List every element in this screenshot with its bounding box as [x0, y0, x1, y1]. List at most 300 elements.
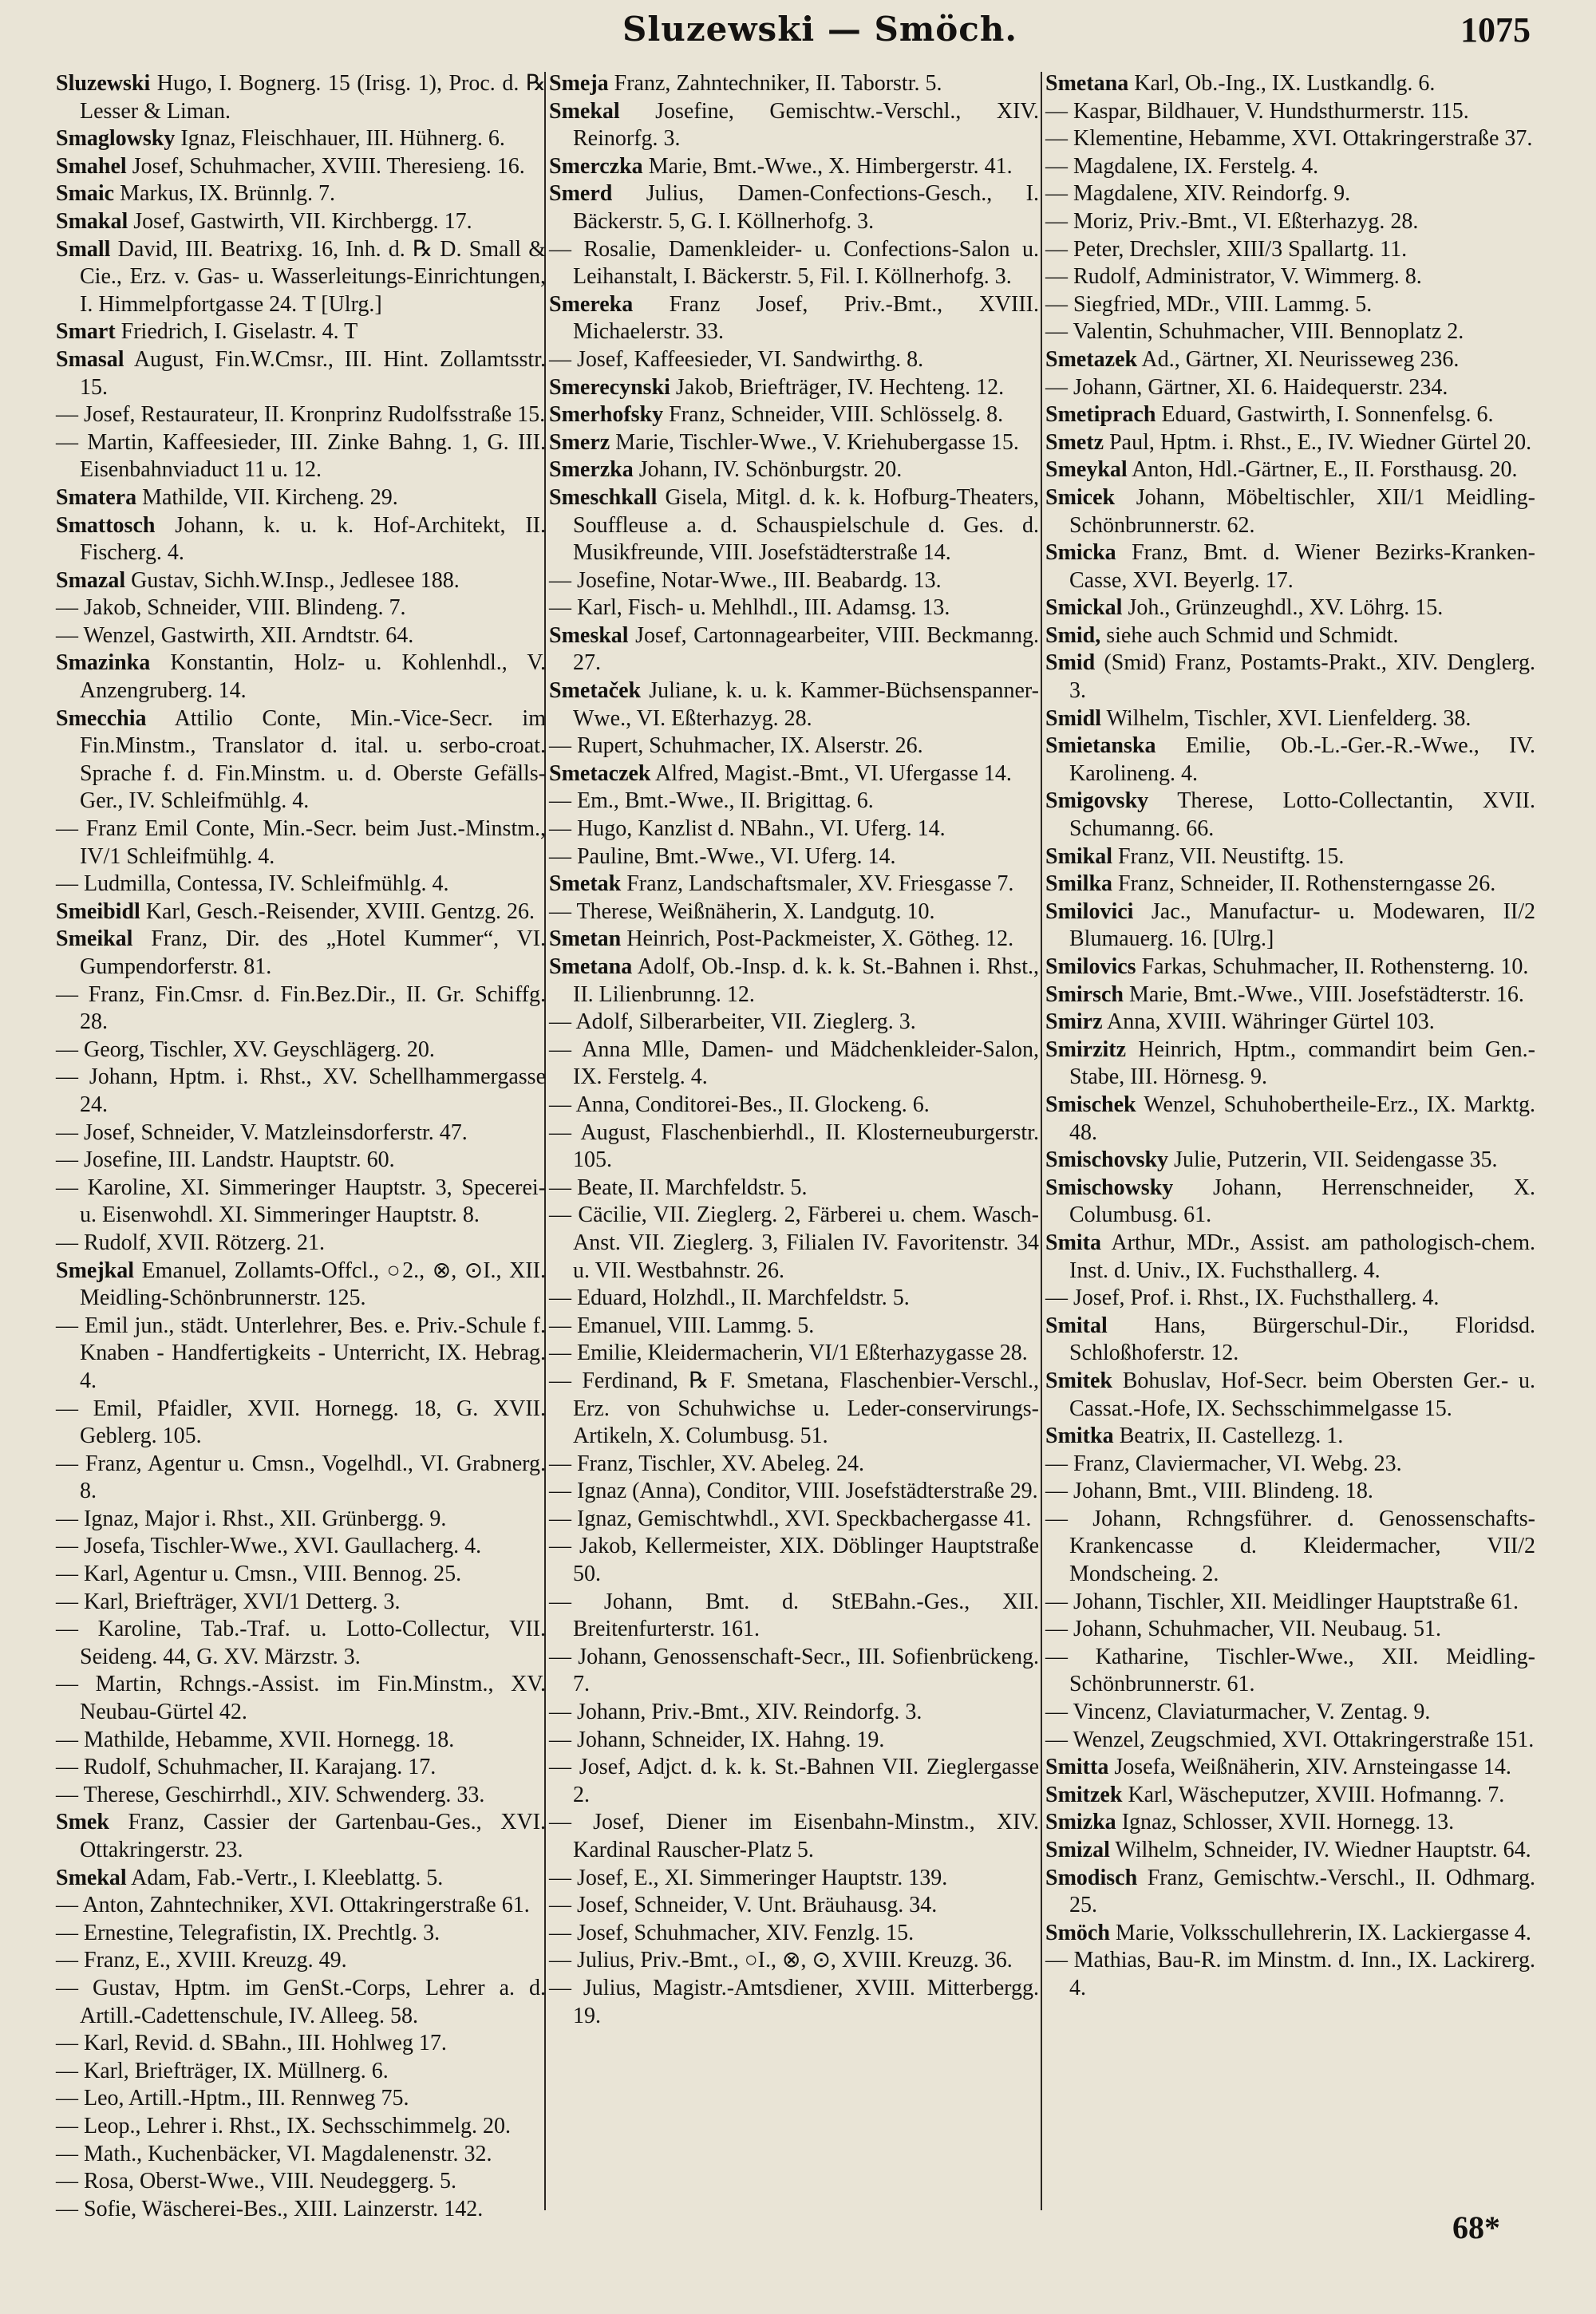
entry-surname: Smidl [1045, 705, 1102, 731]
entry-details: Franz, Landschaftsmaler, XV. Friesgasse 7. [626, 871, 1014, 897]
entry-details: Franz Josef, Priv.-Bmt., XVIII. Michaelerstr. 33. [573, 291, 1039, 345]
directory-entry [549, 180, 1039, 235]
entry-details: — Josef, Adjct. d. k. k. St.-Bahnen VII. Zieglergasse 2. [549, 1755, 1039, 1807]
entry-details: Emilie, Ob.-L.-Ger.-R.-Wwe., IV. Karolineng. 4. [1069, 733, 1536, 786]
entry-details: — Karoline, Tab.-Traf. u. Lotto-Collectur, VII. Seideng. 44, G. XV. Märzstr. 3. [56, 1617, 546, 1669]
entry-surname: Smitzek [1045, 1782, 1123, 1807]
entry-details: — Wenzel, Gastwirth, XII. Arndtstr. 64. [56, 622, 414, 648]
entry-details: — Franz, Tischler, XV. Abeleg. 24. [549, 1451, 865, 1476]
directory-entry [1045, 236, 1535, 264]
directory-entry [549, 1947, 1039, 1975]
directory-entry [56, 1451, 546, 1506]
directory-entry [56, 926, 546, 981]
directory-entry [549, 484, 1039, 567]
directory-entry [1045, 318, 1535, 346]
entry-surname: Smitta [1045, 1755, 1109, 1780]
entry-details: — Ignaz (Anna), Conditor, VIII. Josefstädterstraße 29. [549, 1479, 1038, 1504]
directory-entry [56, 318, 546, 346]
column-rule [1041, 72, 1042, 2210]
entry-details: — Johann, Bmt., VIII. Blindeng. 18. [1045, 1479, 1373, 1504]
entry-details: Eduard, Gastwirth, I. Sonnenfelsg. 6. [1161, 402, 1494, 428]
entry-surname: Smodisch [1045, 1865, 1138, 1890]
directory-entry [549, 954, 1039, 1009]
entry-details: — Magdalene, IX. Ferstelg. 4. [1045, 153, 1319, 179]
entry-surname: Smasal [56, 346, 124, 372]
entry-details: Friedrich, I. Giselastr. 4. T [120, 319, 358, 345]
entry-details: — Julius, Magistr.-Amtsdiener, XVIII. Mitterbergg. 19. [549, 1975, 1039, 2028]
directory-entry [1045, 1644, 1535, 1699]
directory-entry [56, 1727, 546, 1755]
entry-details: — Wenzel, Zeugschmied, XVI. Ottakringerstraße 151. [1045, 1727, 1535, 1752]
directory-entry [1045, 263, 1535, 291]
entry-surname: Smekal [549, 98, 620, 124]
entry-details: — Rudolf, XVII. Rötzerg. 21. [56, 1230, 325, 1255]
entry-surname: Smicka [1045, 540, 1116, 566]
entry-details: siehe auch Schmid und Schmidt. [1106, 622, 1399, 648]
entry-details: — Georg, Tischler, XV. Geyschlägerg. 20. [56, 1037, 435, 1062]
entry-surname: Smerzka [549, 457, 634, 483]
entry-details: Johann, k. u. k. Hof-Architekt, II. Fischerg. 4. [80, 512, 546, 566]
entry-details: David, III. Beatrixg. 16, Inh. d. ℞ D. Small & Cie., Erz. v. Gas- u. Wasserleitungs-Einrichtungen, I. Himmelpfortgasse 24. T [Ulrg.] [80, 236, 547, 317]
directory-entry [1045, 1754, 1535, 1782]
directory-entry [1045, 1782, 1535, 1810]
entry-details: Hans, Bürgerschul-Dir., Floridsd. Schloßhoferstr. 12. [1069, 1313, 1535, 1366]
directory-entry [549, 815, 1039, 843]
directory-entry [549, 898, 1039, 926]
entry-details: — Ernestine, Telegrafistin, IX. Prechtlg. 3. [56, 1920, 440, 1945]
directory-entry [1045, 1478, 1535, 1506]
entry-details: Jac., Manufactur- u. Modewaren, II/2 Blumauerg. 16. [Ulrg.] [1069, 898, 1535, 952]
entry-details: — Josef, Schneider, V. Matzleinsdorferstr. 47. [56, 1119, 468, 1145]
directory-entry [549, 1009, 1039, 1037]
entry-surname: Smirz [1045, 1009, 1103, 1035]
directory-entry [549, 1727, 1039, 1755]
entry-details: Julius, Damen-Confections-Gesch., I. Bäckerstr. 5, G. I. Köllnerhofg. 3. [573, 181, 1039, 234]
entry-surname: Smirzitz [1045, 1037, 1127, 1062]
entry-details: — Rosa, Oberst-Wwe., VIII. Neudeggerg. 5. [56, 2169, 457, 2194]
entry-surname: Smöch [1045, 1920, 1110, 1945]
entry-details: Jakob, Briefträger, IV. Hechteng. 12. [675, 374, 1005, 400]
directory-entry [549, 1589, 1039, 1644]
directory-entry [56, 484, 546, 512]
entry-details: — Martin, Rchngs.-Assist. im Fin.Minstm., XV. Neubau-Gürtel 42. [56, 1672, 546, 1725]
entry-details: August, Fin.W.Cmsr., III. Hint. Zollamtsstr. 15. [80, 346, 546, 400]
entry-details: — Johann, Priv.-Bmt., XIV. Reindorfg. 3. [549, 1700, 922, 1725]
directory-column-2 [549, 70, 1039, 2030]
directory-entry [549, 594, 1039, 622]
entry-surname: Smischowsky [1045, 1175, 1174, 1200]
entry-details: — Karoline, XI. Simmeringer Hauptstr. 3, Specerei- u. Eisenwohdl. XI. Simmeringer Hauptstr. 8. [56, 1175, 546, 1228]
directory-entry [1045, 208, 1535, 236]
entry-details: Wenzel, Schuhobertheile-Erz., IX. Marktg. 48. [1069, 1092, 1535, 1145]
entry-details: — Johann, Tischler, XII. Meidlinger Hauptstraße 61. [1045, 1589, 1519, 1614]
directory-entry [56, 567, 546, 595]
directory-entry [549, 456, 1039, 484]
entry-surname: Smetz [1045, 429, 1104, 455]
entry-details: — Johann, Schuhmacher, VII. Neubaug. 51. [1045, 1617, 1442, 1642]
entry-surname: Sluzewski [56, 71, 151, 96]
entry-surname: Smecchia [56, 705, 147, 731]
entry-details: Bohuslav, Hof-Secr. beim Obersten Ger.- u. Cassat.-Hofe, IX. Sechsschimmelgasse 15. [1069, 1368, 1536, 1421]
entry-details: Johann, Möbeltischler, XII/1 Meidling-Schönbrunnerstr. 62. [1069, 484, 1536, 538]
directory-entry [56, 1809, 546, 1864]
entry-surname: Smerd [549, 181, 613, 207]
entry-details: Heinrich, Post-Packmeister, X. Götheg. 12. [626, 926, 1014, 952]
directory-entry [56, 2030, 546, 2058]
entry-surname: Smerczka [549, 153, 643, 179]
entry-details: — Ludmilla, Contessa, IV. Schleifmühlg. 4. [56, 871, 449, 897]
directory-entry [549, 733, 1039, 760]
entry-details: — Johann, Gärtner, XI. 6. Haidequerstr. 234. [1045, 374, 1448, 400]
entry-details: — Josef, E., XI. Simmeringer Hauptstr. 139. [549, 1865, 948, 1890]
entry-details: — Emil jun., städt. Unterlehrer, Bes. e. Priv.-Schule f. Knaben - Handfertigkeits - Unterricht, IX. Hebrag. 4. [56, 1313, 546, 1393]
entry-surname: Smetaczek [549, 760, 651, 786]
directory-entry [1045, 1009, 1535, 1037]
entry-details: Hugo, I. Bognerg. 15 (Irisg. 1), Proc. d. ℞ Lesser & Liman. [80, 71, 546, 124]
entry-details: Gustav, Sichh.W.Insp., Jedlesee 188. [131, 567, 460, 593]
entry-details: Ignaz, Schlosser, XVII. Hornegg. 13. [1121, 1810, 1455, 1835]
directory-entry [1045, 98, 1535, 126]
entry-details: Josef, Schuhmacher, XVIII. Theresieng. 16. [132, 153, 525, 179]
entry-surname: Small [56, 236, 111, 262]
directory-entry [1045, 1147, 1535, 1175]
entry-surname: Smeikal [56, 926, 133, 952]
directory-column-3 [1045, 70, 1535, 2003]
entry-details: Karl, Wäscheputzer, XVIII. Hofmanng. 7. [1128, 1782, 1505, 1807]
entry-details: — Kaspar, Bildhauer, V. Hundsthurmerstr. 115. [1045, 98, 1469, 124]
directory-entry [1045, 1616, 1535, 1644]
directory-entry [56, 1920, 546, 1948]
directory-entry [56, 594, 546, 622]
entry-surname: Smilovics [1045, 954, 1136, 979]
entry-details: — Jakob, Kellermeister, XIX. Döblinger Hauptstraße 50. [549, 1534, 1039, 1587]
entry-details: Mathilde, VII. Kircheng. 29. [142, 484, 398, 510]
directory-entry [56, 1865, 546, 1893]
directory-entry [549, 153, 1039, 181]
directory-entry [1045, 484, 1535, 539]
entry-details: — Math., Kuchenbäcker, VI. Magdalenenstr. 32. [56, 2141, 492, 2166]
directory-entry [549, 1340, 1039, 1368]
directory-entry [549, 1368, 1039, 1451]
entry-details: — Franz Emil Conte, Min.-Secr. beim Just.-Minstm., IV/1 Schleifmühlg. 4. [56, 816, 546, 869]
directory-entry [1045, 291, 1535, 319]
entry-surname: Smetazek [1045, 346, 1138, 372]
page-number: 1075 [1460, 10, 1531, 49]
entry-surname: Smazal [56, 567, 126, 593]
directory-entry [56, 650, 546, 705]
entry-details: — Franz, Agentur u. Cmsn., Vogelhdl., VI. Grabnerg. 8. [56, 1451, 546, 1504]
entry-details: Johann, IV. Schönburgstr. 20. [638, 457, 903, 483]
entry-details: — Peter, Drechsler, XIII/3 Spallartg. 11. [1045, 236, 1408, 262]
entry-details: — Leop., Lehrer i. Rhst., IX. Sechsschimmelg. 20. [56, 2113, 512, 2138]
directory-entry [1045, 843, 1535, 871]
entry-surname: Smietanska [1045, 733, 1156, 759]
directory-entry [549, 1809, 1039, 1864]
entry-details: — Karl, Revid. d. SBahn., III. Hohlweg 17. [56, 2031, 447, 2056]
directory-entry [549, 1478, 1039, 1506]
entry-surname: Smeja [549, 71, 609, 96]
entry-details: Johann, Herrenschneider, X. Columbusg. 61. [1069, 1175, 1535, 1228]
directory-entry [56, 2168, 546, 2196]
entry-surname: Smizal [1045, 1838, 1110, 1862]
entry-details: Ad., Gärtner, XI. Neurisseweg 236. [1141, 346, 1460, 372]
entry-surname: Smek [56, 1810, 109, 1835]
entry-details: — August, Flaschenbierhdl., II. Klosterneuburgerstr. 105. [549, 1119, 1039, 1173]
directory-entry [56, 1064, 546, 1119]
entry-details: — Sofie, Wäscherei-Bes., XIII. Lainzerstr. 142. [56, 2196, 484, 2221]
directory-entry [549, 1202, 1039, 1285]
entry-details: — Josefine, Notar-Wwe., III. Beabardg. 13. [549, 567, 942, 593]
directory-entry [549, 567, 1039, 595]
directory-entry [549, 70, 1039, 98]
entry-details: — Jakob, Schneider, VIII. Blindeng. 7. [56, 595, 406, 621]
entry-details: — Rudolf, Administrator, V. Wimmerg. 8. [1045, 264, 1422, 290]
entry-details: Gisela, Mitgl. d. k. k. Hofburg-Theaters, Souffleuse a. d. Schauspielschule d. Ges. d. Musikfreunde, VIII. Josefstädterstraße 14. [573, 484, 1040, 566]
directory-entry [1045, 1809, 1535, 1837]
entry-details: — Beate, II. Marchfeldstr. 5. [549, 1175, 808, 1200]
entry-details: — Cäcilie, VII. Zieglerg. 2, Färberei u. chem. Wasch-Anst. VII. Zieglerg. 3, Filialen IV. Favoritenstr. 34 u. VII. Westbahnstr. 26. [549, 1202, 1039, 1283]
entry-surname: Smazinka [56, 650, 151, 676]
directory-entry [56, 1175, 546, 1230]
directory-entry [1045, 1589, 1535, 1617]
entry-surname: Smetana [1045, 71, 1129, 96]
entry-surname: Smejkal [56, 1258, 134, 1283]
directory-entry [1045, 374, 1535, 402]
directory-entry [56, 1396, 546, 1451]
entry-surname: Smicek [1045, 484, 1116, 510]
directory-entry [56, 1037, 546, 1064]
entry-surname: Smigovsky [1045, 788, 1149, 814]
entry-surname: Smakal [56, 208, 128, 234]
directory-entry [549, 1644, 1039, 1699]
directory-entry [1045, 1423, 1535, 1451]
directory-entry [549, 291, 1039, 346]
directory-entry [56, 1313, 546, 1396]
directory-entry [56, 622, 546, 650]
directory-entry [549, 843, 1039, 871]
entry-details: Marie, Bmt.-Wwe., VIII. Josefstädterstr. 16. [1129, 981, 1524, 1007]
directory-entry [56, 1947, 546, 1975]
directory-entry [56, 1616, 546, 1671]
directory-entry [56, 1782, 546, 1810]
directory-entry [549, 677, 1039, 733]
entry-details: — Franz, Claviermacher, VI. Webg. 23. [1045, 1451, 1402, 1476]
directory-entry [549, 1451, 1039, 1479]
entry-details: — Katharine, Tischler-Wwe., XII. Meidling-Schönbrunnerstr. 61. [1045, 1644, 1535, 1697]
entry-details: Julie, Putzerin, VII. Seidengasse 35. [1174, 1147, 1498, 1173]
directory-entry [1045, 1037, 1535, 1092]
directory-entry [56, 153, 546, 181]
directory-entry [56, 1533, 546, 1561]
entry-surname: Smeykal [1045, 457, 1128, 483]
directory-entry [56, 1147, 546, 1175]
entry-surname: Smetan [549, 926, 622, 952]
entry-details: Wilhelm, Tischler, XVI. Lienfelderg. 38. [1106, 705, 1472, 731]
entry-details: — Josefine, III. Landstr. Hauptstr. 60. [56, 1147, 395, 1173]
entry-surname: Smattosch [56, 512, 156, 538]
directory-entry [549, 1892, 1039, 1920]
entry-surname: Smaglowsky [56, 126, 176, 152]
entry-surname: Smikal [1045, 843, 1113, 869]
entry-details: Markus, IX. Brünnlg. 7. [120, 181, 335, 207]
entry-details: — Anna Mlle, Damen- und Mädchenkleider-Salon, IX. Ferstelg. 4. [549, 1037, 1039, 1090]
entry-surname: Smaic [56, 181, 115, 207]
entry-surname: Smetaček [549, 678, 642, 704]
entry-details: Anna, XVIII. Währinger Gürtel 103. [1107, 1009, 1435, 1035]
directory-entry [549, 1313, 1039, 1341]
entry-surname: Smirsch [1045, 981, 1124, 1007]
entry-details: Adolf, Ob.-Insp. d. k. k. St.-Bahnen i. Rhst., II. Lilienbrunng. 12. [573, 954, 1039, 1007]
entry-details: — Julius, Priv.-Bmt., ○I., ⊗, ⊙, XVIII. Kreuzg. 36. [549, 1948, 1013, 1973]
directory-entry [549, 1865, 1039, 1893]
entry-surname: Smilka [1045, 871, 1113, 897]
entry-details: Franz, Zahntechniker, II. Taborstr. 5. [614, 71, 942, 96]
entry-surname: Smischovsky [1045, 1147, 1169, 1173]
entry-details: Beatrix, II. Castellezg. 1. [1119, 1424, 1344, 1449]
directory-entry [56, 180, 546, 208]
directory-entry [1045, 456, 1535, 484]
entry-details: — Johann, Bmt. d. StEBahn.-Ges., XII. Breitenfurterstr. 161. [549, 1589, 1039, 1642]
directory-entry [549, 236, 1039, 291]
directory-entry [549, 401, 1039, 429]
entry-details: — Therese, Geschirrhdl., XIV. Schwenderg. 33. [56, 1782, 485, 1807]
directory-entry [1045, 1947, 1535, 2002]
directory-entry [1045, 981, 1535, 1009]
directory-entry [56, 1754, 546, 1782]
directory-entry [56, 125, 546, 153]
entry-details: Franz, Cassier der Gartenbau-Ges., XVI. Ottakringerstr. 23. [80, 1810, 546, 1862]
directory-entry [56, 1671, 546, 1726]
entry-details: (Smid) Franz, Postamts-Prakt., XIV. Denglerg. 3. [1069, 650, 1536, 704]
entry-details: Marie, Bmt.-Wwe., X. Himbergerstr. 41. [648, 153, 1013, 179]
entry-surname: Smital [1045, 1313, 1108, 1338]
entry-details: — Josef, Prof. i. Rhst., IX. Fuchsthallerg. 4. [1045, 1285, 1440, 1311]
entry-surname: Smeibidl [56, 898, 140, 924]
entry-details: Josef, Gastwirth, VII. Kirchbergg. 17. [133, 208, 472, 234]
directory-entry [549, 622, 1039, 677]
directory-entry [549, 1506, 1039, 1534]
entry-details: — Rupert, Schuhmacher, IX. Alserstr. 26. [549, 733, 923, 759]
entry-details: — Siegfried, MDr., VIII. Lammg. 5. [1045, 291, 1373, 317]
directory-entry [56, 815, 546, 871]
entry-details: Juliane, k. u. k. Kammer-Büchsenspanner-Wwe., VI. Eßterhazyg. 28. [573, 678, 1039, 731]
directory-entry [56, 1258, 546, 1313]
directory-entry [56, 429, 546, 484]
entry-details: Joh., Grünzeughdl., XV. Löhrg. 15. [1128, 595, 1444, 621]
directory-entry [549, 1119, 1039, 1175]
directory-entry [56, 2113, 546, 2141]
entry-details: — Emanuel, VIII. Lammg. 5. [549, 1313, 815, 1338]
entry-details: — Eduard, Holzhdl., II. Marchfeldstr. 5. [549, 1285, 910, 1311]
entry-details: Josefine, Gemischtw.-Verschl., XIV. Reinorfg. 3. [573, 98, 1040, 152]
entry-details: Franz, Schneider, VIII. Schlösselg. 8. [669, 402, 1004, 428]
directory-entry [1045, 1727, 1535, 1755]
directory-entry [56, 871, 546, 898]
entry-surname: Smischek [1045, 1092, 1136, 1117]
directory-entry [549, 926, 1039, 954]
entry-details: Konstantin, Holz- u. Kohlenhdl., V. Anzengruberg. 14. [80, 650, 547, 704]
directory-entry [1045, 1506, 1535, 1589]
entry-details: Josef, Cartonnagearbeiter, VIII. Beckmanng. 27. [573, 622, 1040, 676]
directory-entry [1045, 733, 1535, 788]
entry-details: — Therese, Weißnäherin, X. Landgutg. 10. [549, 898, 935, 924]
entry-details: — Johann, Hptm. i. Rhst., XV. Schellhammergasse 24. [56, 1064, 546, 1117]
directory-entry [1045, 1865, 1535, 1920]
directory-entry [549, 1285, 1039, 1313]
entry-details: Karl, Ob.-Ing., IX. Lustkandlg. 6. [1134, 71, 1436, 96]
entry-details: — Anna, Conditorei-Bes., II. Glockeng. 6. [549, 1092, 930, 1117]
directory-entry [56, 512, 546, 567]
directory-entry [1045, 954, 1535, 981]
directory-entry [1045, 898, 1535, 954]
directory-entry [549, 346, 1039, 374]
entry-details: Franz, Dir. des „Hotel Kummer“, VI. Gumpendorferstr. 81. [80, 926, 546, 979]
entry-details: Ignaz, Fleischhauer, III. Hühnerg. 6. [180, 126, 505, 152]
entry-details: Farkas, Schuhmacher, II. Rothensterng. 10. [1141, 954, 1529, 979]
entry-details: Therese, Lotto-Collectantin, XVII. Schumanng. 66. [1069, 788, 1535, 842]
directory-entry [1045, 153, 1535, 181]
directory-entry [56, 70, 546, 125]
entry-surname: Smerhofsky [549, 402, 664, 428]
entry-details: Marie, Tischler-Wwe., V. Kriehubergasse 15. [615, 429, 1019, 455]
directory-entry [1045, 622, 1535, 650]
entry-details: — Ignaz, Gemischtwhdl., XVI. Speckbachergasse 41. [549, 1506, 1032, 1531]
directory-entry [1045, 1092, 1535, 1147]
entry-details: Adam, Fab.-Vertr., I. Kleeblattg. 5. [131, 1865, 444, 1890]
entry-details: — Ignaz, Major i. Rhst., XII. Grünbergg. 9. [56, 1506, 447, 1531]
entry-details: — Moriz, Priv.-Bmt., VI. Eßterhazyg. 28. [1045, 208, 1419, 234]
entry-details: Wilhelm, Schneider, IV. Wiedner Hauptstr. 64. [1115, 1838, 1531, 1862]
directory-entry [56, 2058, 546, 2086]
entry-surname: Smetiprach [1045, 402, 1156, 428]
entry-details: — Franz, Fin.Cmsr. d. Fin.Bez.Dir., II. Gr. Schiffg. 28. [56, 981, 546, 1035]
entry-details: Josefa, Weißnäherin, XIV. Arnsteingasse 14. [1114, 1755, 1511, 1780]
entry-details: — Vincenz, Claviaturmacher, V. Zentag. 9. [1045, 1700, 1431, 1725]
directory-entry [56, 1230, 546, 1258]
entry-surname: Smid [1045, 650, 1096, 676]
entry-details: — Josef, Kaffeesieder, VI. Sandwirthg. 8. [549, 346, 924, 372]
entry-surname: Smart [56, 319, 116, 345]
entry-details: — Martin, Kaffeesieder, III. Zinke Bahng. 1, G. III. Eisenbahnviaduct 11 u. 12. [56, 429, 546, 483]
directory-entry [56, 2196, 546, 2224]
directory-entry [549, 1037, 1039, 1092]
directory-entry [56, 346, 546, 401]
entry-details: Marie, Volksschullehrerin, IX. Lackiergasse 4. [1115, 1920, 1531, 1945]
directory-entry [1045, 1285, 1535, 1313]
directory-entry [56, 1589, 546, 1617]
directory-entry [549, 1975, 1039, 2030]
entry-details: — Josef, Schneider, V. Unt. Bräuhausg. 34. [549, 1893, 938, 1918]
entry-surname: Smita [1045, 1230, 1101, 1255]
directory-entry [1045, 1368, 1535, 1423]
directory-entry [56, 1975, 546, 2030]
directory-entry [1045, 650, 1535, 705]
entry-details: Franz, Bmt. d. Wiener Bezirks-Kranken-Casse, XVI. Beyerlg. 17. [1069, 540, 1536, 593]
entry-details: Franz, Schneider, II. Rothensterngasse 26. [1118, 871, 1496, 897]
entry-details: — Pauline, Bmt.-Wwe., VI. Uferg. 14. [549, 843, 896, 869]
entry-details: — Anton, Zahntechniker, XVI. Ottakringerstraße 61. [56, 1893, 530, 1918]
entry-details: — Karl, Briefträger, IX. Müllnerg. 6. [56, 2058, 389, 2083]
directory-entry [1045, 346, 1535, 374]
running-head [0, 5, 1596, 56]
entry-surname: Smid, [1045, 622, 1101, 648]
directory-entry [549, 429, 1039, 457]
directory-entry [1045, 539, 1535, 594]
entry-details: — Magdalene, XIV. Reindorfg. 9. [1045, 181, 1351, 207]
entry-details: — Klementine, Hebamme, XVI. Ottakringerstraße 37. [1045, 126, 1533, 152]
directory-entry [549, 1533, 1039, 1588]
directory-entry [549, 760, 1039, 788]
